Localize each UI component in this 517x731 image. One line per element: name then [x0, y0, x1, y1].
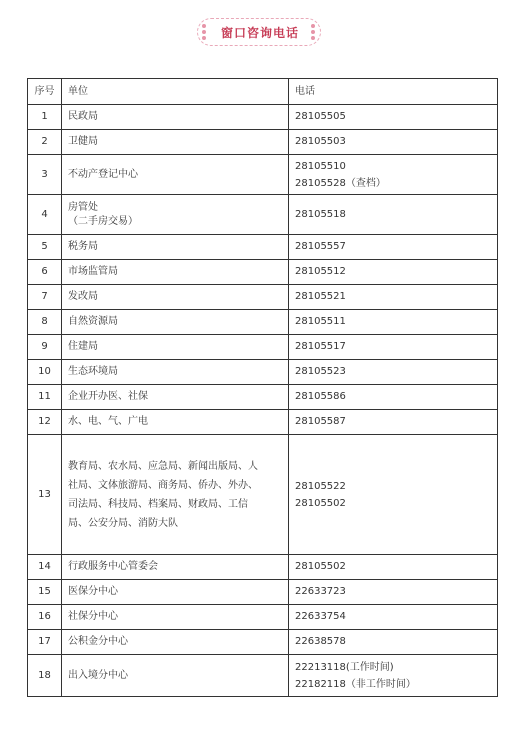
decor-dots-right — [299, 24, 315, 40]
unit-name: 企业开办医、社保 — [68, 391, 148, 402]
header-phone: 电话 — [289, 79, 498, 105]
phone-number: 22633754 — [295, 611, 346, 622]
decor-dots-left — [202, 24, 218, 40]
phone-number: 28105503 — [295, 136, 346, 147]
phone-cell — [289, 155, 498, 195]
unit-name: 水、电、气、广电 — [68, 416, 148, 427]
unit-cell — [62, 555, 289, 580]
phone-cell — [289, 385, 498, 410]
table-row — [28, 285, 498, 310]
row-number: 17 — [28, 630, 62, 655]
unit-cell — [62, 410, 289, 435]
row-number: 16 — [28, 605, 62, 630]
unit-name: 社局、文体旅游局、商务局、侨办、外办、 — [68, 479, 258, 491]
unit-name: 出入境分中心 — [68, 669, 128, 681]
header-no: 序号 — [28, 79, 62, 105]
unit-cell — [62, 310, 289, 335]
phone-cell — [289, 360, 498, 385]
table-row — [28, 555, 498, 580]
phone-number: 28105528（查档） — [295, 177, 386, 189]
table-row — [28, 630, 498, 655]
row-number: 11 — [28, 385, 62, 410]
row-number: 14 — [28, 555, 62, 580]
phone-cell — [289, 580, 498, 605]
phone-cell — [289, 105, 498, 130]
phone-cell — [289, 235, 498, 260]
unit-cell — [62, 155, 289, 195]
table-row — [28, 605, 498, 630]
unit-name: 公积金分中心 — [68, 636, 128, 647]
table-row — [28, 385, 498, 410]
phone-number: 28105587 — [295, 416, 346, 427]
table-row — [28, 260, 498, 285]
unit-cell — [62, 435, 289, 555]
row-number: 4 — [28, 195, 62, 235]
phone-cell — [289, 605, 498, 630]
table-row — [28, 310, 498, 335]
unit-name: 局、公安分局、消防大队 — [68, 517, 178, 529]
table-row — [28, 435, 498, 555]
phone-cell — [289, 130, 498, 155]
unit-cell — [62, 360, 289, 385]
unit-cell — [62, 285, 289, 310]
row-number: 7 — [28, 285, 62, 310]
unit-name: 司法局、科技局、档案局、财政局、工信 — [68, 498, 248, 510]
unit-name: 市场监管局 — [68, 266, 118, 277]
phone-cell — [289, 655, 498, 697]
table-row — [28, 155, 498, 195]
table-row — [28, 105, 498, 130]
table-row — [28, 195, 498, 235]
unit-name: 社保分中心 — [68, 611, 118, 622]
header-unit: 单位 — [62, 79, 289, 105]
table-row — [28, 235, 498, 260]
phone-cell — [289, 260, 498, 285]
phone-number: 28105518 — [295, 208, 346, 220]
phone-cell — [289, 335, 498, 360]
phone-number: 28105523 — [295, 366, 346, 377]
phone-number: 22182118（非工作时间） — [295, 678, 416, 690]
unit-cell — [62, 335, 289, 360]
unit-name: （二手房交易） — [68, 215, 138, 227]
table-row — [28, 130, 498, 155]
unit-name: 自然资源局 — [68, 316, 118, 327]
unit-name: 民政局 — [68, 111, 98, 122]
unit-name: 行政服务中心管委会 — [68, 561, 158, 572]
phone-number: 28105502 — [295, 497, 346, 509]
unit-cell — [62, 605, 289, 630]
row-number: 9 — [28, 335, 62, 360]
title-banner — [0, 18, 517, 48]
phone-number: 28105522 — [295, 480, 346, 492]
unit-cell — [62, 105, 289, 130]
table-row — [28, 335, 498, 360]
row-number: 5 — [28, 235, 62, 260]
phone-number: 28105505 — [295, 111, 346, 122]
row-number: 6 — [28, 260, 62, 285]
unit-name: 卫健局 — [68, 136, 98, 147]
phone-cell — [289, 630, 498, 655]
row-number: 13 — [28, 435, 62, 555]
unit-cell — [62, 655, 289, 697]
row-number: 12 — [28, 410, 62, 435]
table-row — [28, 360, 498, 385]
phone-number: 22633723 — [295, 586, 346, 597]
table-row — [28, 655, 498, 697]
unit-name: 房管处 — [68, 201, 98, 213]
row-number: 1 — [28, 105, 62, 130]
unit-name: 发改局 — [68, 291, 98, 302]
phone-number: 28105521 — [295, 291, 346, 302]
contact-table — [27, 78, 498, 697]
unit-name: 生态环境局 — [68, 366, 118, 377]
unit-cell — [62, 385, 289, 410]
phone-cell — [289, 310, 498, 335]
phone-cell — [289, 195, 498, 235]
unit-cell — [62, 260, 289, 285]
phone-cell — [289, 285, 498, 310]
phone-cell — [289, 410, 498, 435]
unit-name: 住建局 — [68, 341, 98, 352]
page-title: 窗口咨询电话 — [220, 26, 299, 40]
row-number: 8 — [28, 310, 62, 335]
phone-number: 28105517 — [295, 341, 346, 352]
phone-number: 28105511 — [295, 316, 346, 327]
unit-name: 教育局、农水局、应急局、新闻出版局、人 — [68, 460, 258, 472]
phone-number: 28105586 — [295, 391, 346, 402]
unit-name: 不动产登记中心 — [68, 168, 138, 180]
row-number: 10 — [28, 360, 62, 385]
unit-cell — [62, 630, 289, 655]
unit-cell — [62, 580, 289, 605]
phone-cell — [289, 435, 498, 555]
unit-name: 税务局 — [68, 241, 98, 252]
row-number: 18 — [28, 655, 62, 697]
unit-cell — [62, 235, 289, 260]
row-number: 2 — [28, 130, 62, 155]
table-header-row — [28, 79, 498, 105]
phone-number: 28105512 — [295, 266, 346, 277]
phone-number: 22638578 — [295, 636, 346, 647]
phone-number: 28105502 — [295, 561, 346, 572]
phone-number: 28105557 — [295, 241, 346, 252]
table-row — [28, 580, 498, 605]
table-row — [28, 410, 498, 435]
unit-cell — [62, 130, 289, 155]
phone-number: 22213118(工作时间) — [295, 661, 394, 673]
phone-number: 28105510 — [295, 160, 346, 172]
row-number: 3 — [28, 155, 62, 195]
row-number: 15 — [28, 580, 62, 605]
unit-cell — [62, 195, 289, 235]
unit-name: 医保分中心 — [68, 586, 118, 597]
phone-cell — [289, 555, 498, 580]
